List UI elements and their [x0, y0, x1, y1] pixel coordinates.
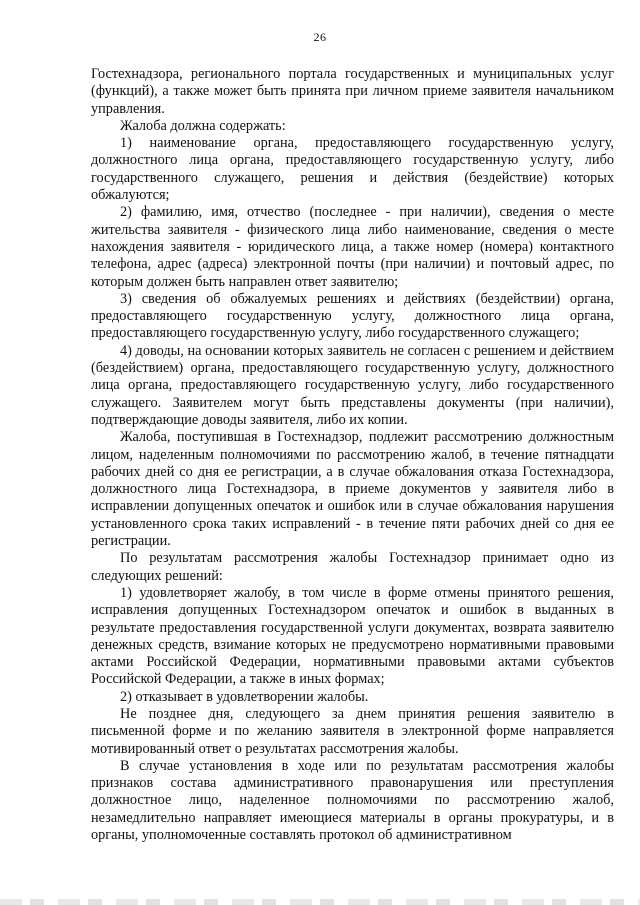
- paragraph-continuation: Гостехнадзора, регионального портала государственных и муниципальных услуг (функций), а также может быть принята при личном приеме заявителя начальником управления.: [91, 66, 614, 117]
- paragraph-item-1: 1) наименование органа, предоставляющего государственную услугу, должностного лица органа, предоставляющего государственную услугу, либо государственного служащего, решения и действия (бездействие) которых обжалуются;: [91, 135, 614, 204]
- paragraph-complaint-contents-intro: Жалоба должна содержать:: [120, 117, 286, 134]
- paragraph-item-3: 3) сведения об обжалуемых решениях и действиях (бездействии) органа, предоставляющего государственную услугу, должностного лица органа, предоставляющего государственную услугу, либо государственного служащего;: [91, 290, 614, 342]
- paragraph-complaint-review: Жалоба, поступившая в Гостехнадзор, подлежит рассмотрению должностным лицом, наделенным полномочиями по рассмотрению жалоб, в течение пятнадцати рабочих дней со дня ее регистрации, а в случае обжалования отказа Гостехнадзора, должностного лица Гостехнадзора, в приеме документов у заявителя либо в исправлении допущенных опечаток и ошибок или в случае обжалования нарушения установленного срока таких исправлений - в течение пяти рабочих дней со дня ее регистрации.: [91, 429, 614, 550]
- paragraph-item-4: 4) доводы, на основании которых заявитель не согласен с решением и действием (бездействием) органа, предоставляющего государственную услугу, должностного лица органа, предоставляющего государственную услугу, либо государственного служащего. Заявителем могут быть представлены документы (при наличии), подтверждающие доводы заявителя, либо их копии.: [91, 342, 614, 428]
- document-body: [91, 66, 614, 844]
- paragraph-violation-signs: В случае установления в ходе или по результатам рассмотрения жалобы признаков состава административного правонарушения или преступления должностное лицо, наделенное полномочиями по рассмотрению жалоб, незамедлительно направляет имеющиеся материалы в органы прокуратуры, и в органы, уполномоченные составлять протокол об административном: [91, 757, 614, 844]
- paragraph-decision-1: 1) удовлетворяет жалобу, в том числе в форме отмены принятого решения, исправления допущенных Гостехнадзором опечаток и ошибок в выданных в результате предоставления государственной услуги документах, возврата заявителю денежных средств, взимание которых не предусмотрено нормативными правовыми актами Российской Федерации, нормативными правовыми актами субъектов Российской Федерации, а также в иных формах;: [91, 584, 614, 688]
- page-number: 26: [313, 30, 327, 44]
- paragraph-decisions-intro: По результатам рассмотрения жалобы Гостехнадзор принимает одно из следующих решений:: [91, 550, 614, 584]
- scan-bottom-edge: [0, 899, 640, 905]
- paragraph-response-deadline: Не позднее дня, следующего за днем принятия решения заявителю в письменной форме и по желанию заявителя в электронной форме направляется мотивированный ответ о результатах рассмотрения жалобы.: [91, 705, 614, 757]
- paragraph-item-2: 2) фамилию, имя, отчество (последнее - при наличии), сведения о месте жительства заявителя - физического лица либо наименование, сведения о месте нахождения заявителя - юридического лица, а также номер (номера) контактного телефона, адрес (адреса) электронной почты (при наличии) и почтовый адрес, по которым должен быть направлен ответ заявителю;: [91, 204, 614, 290]
- paragraph-decision-2: 2) отказывает в удовлетворении жалобы.: [120, 688, 369, 705]
